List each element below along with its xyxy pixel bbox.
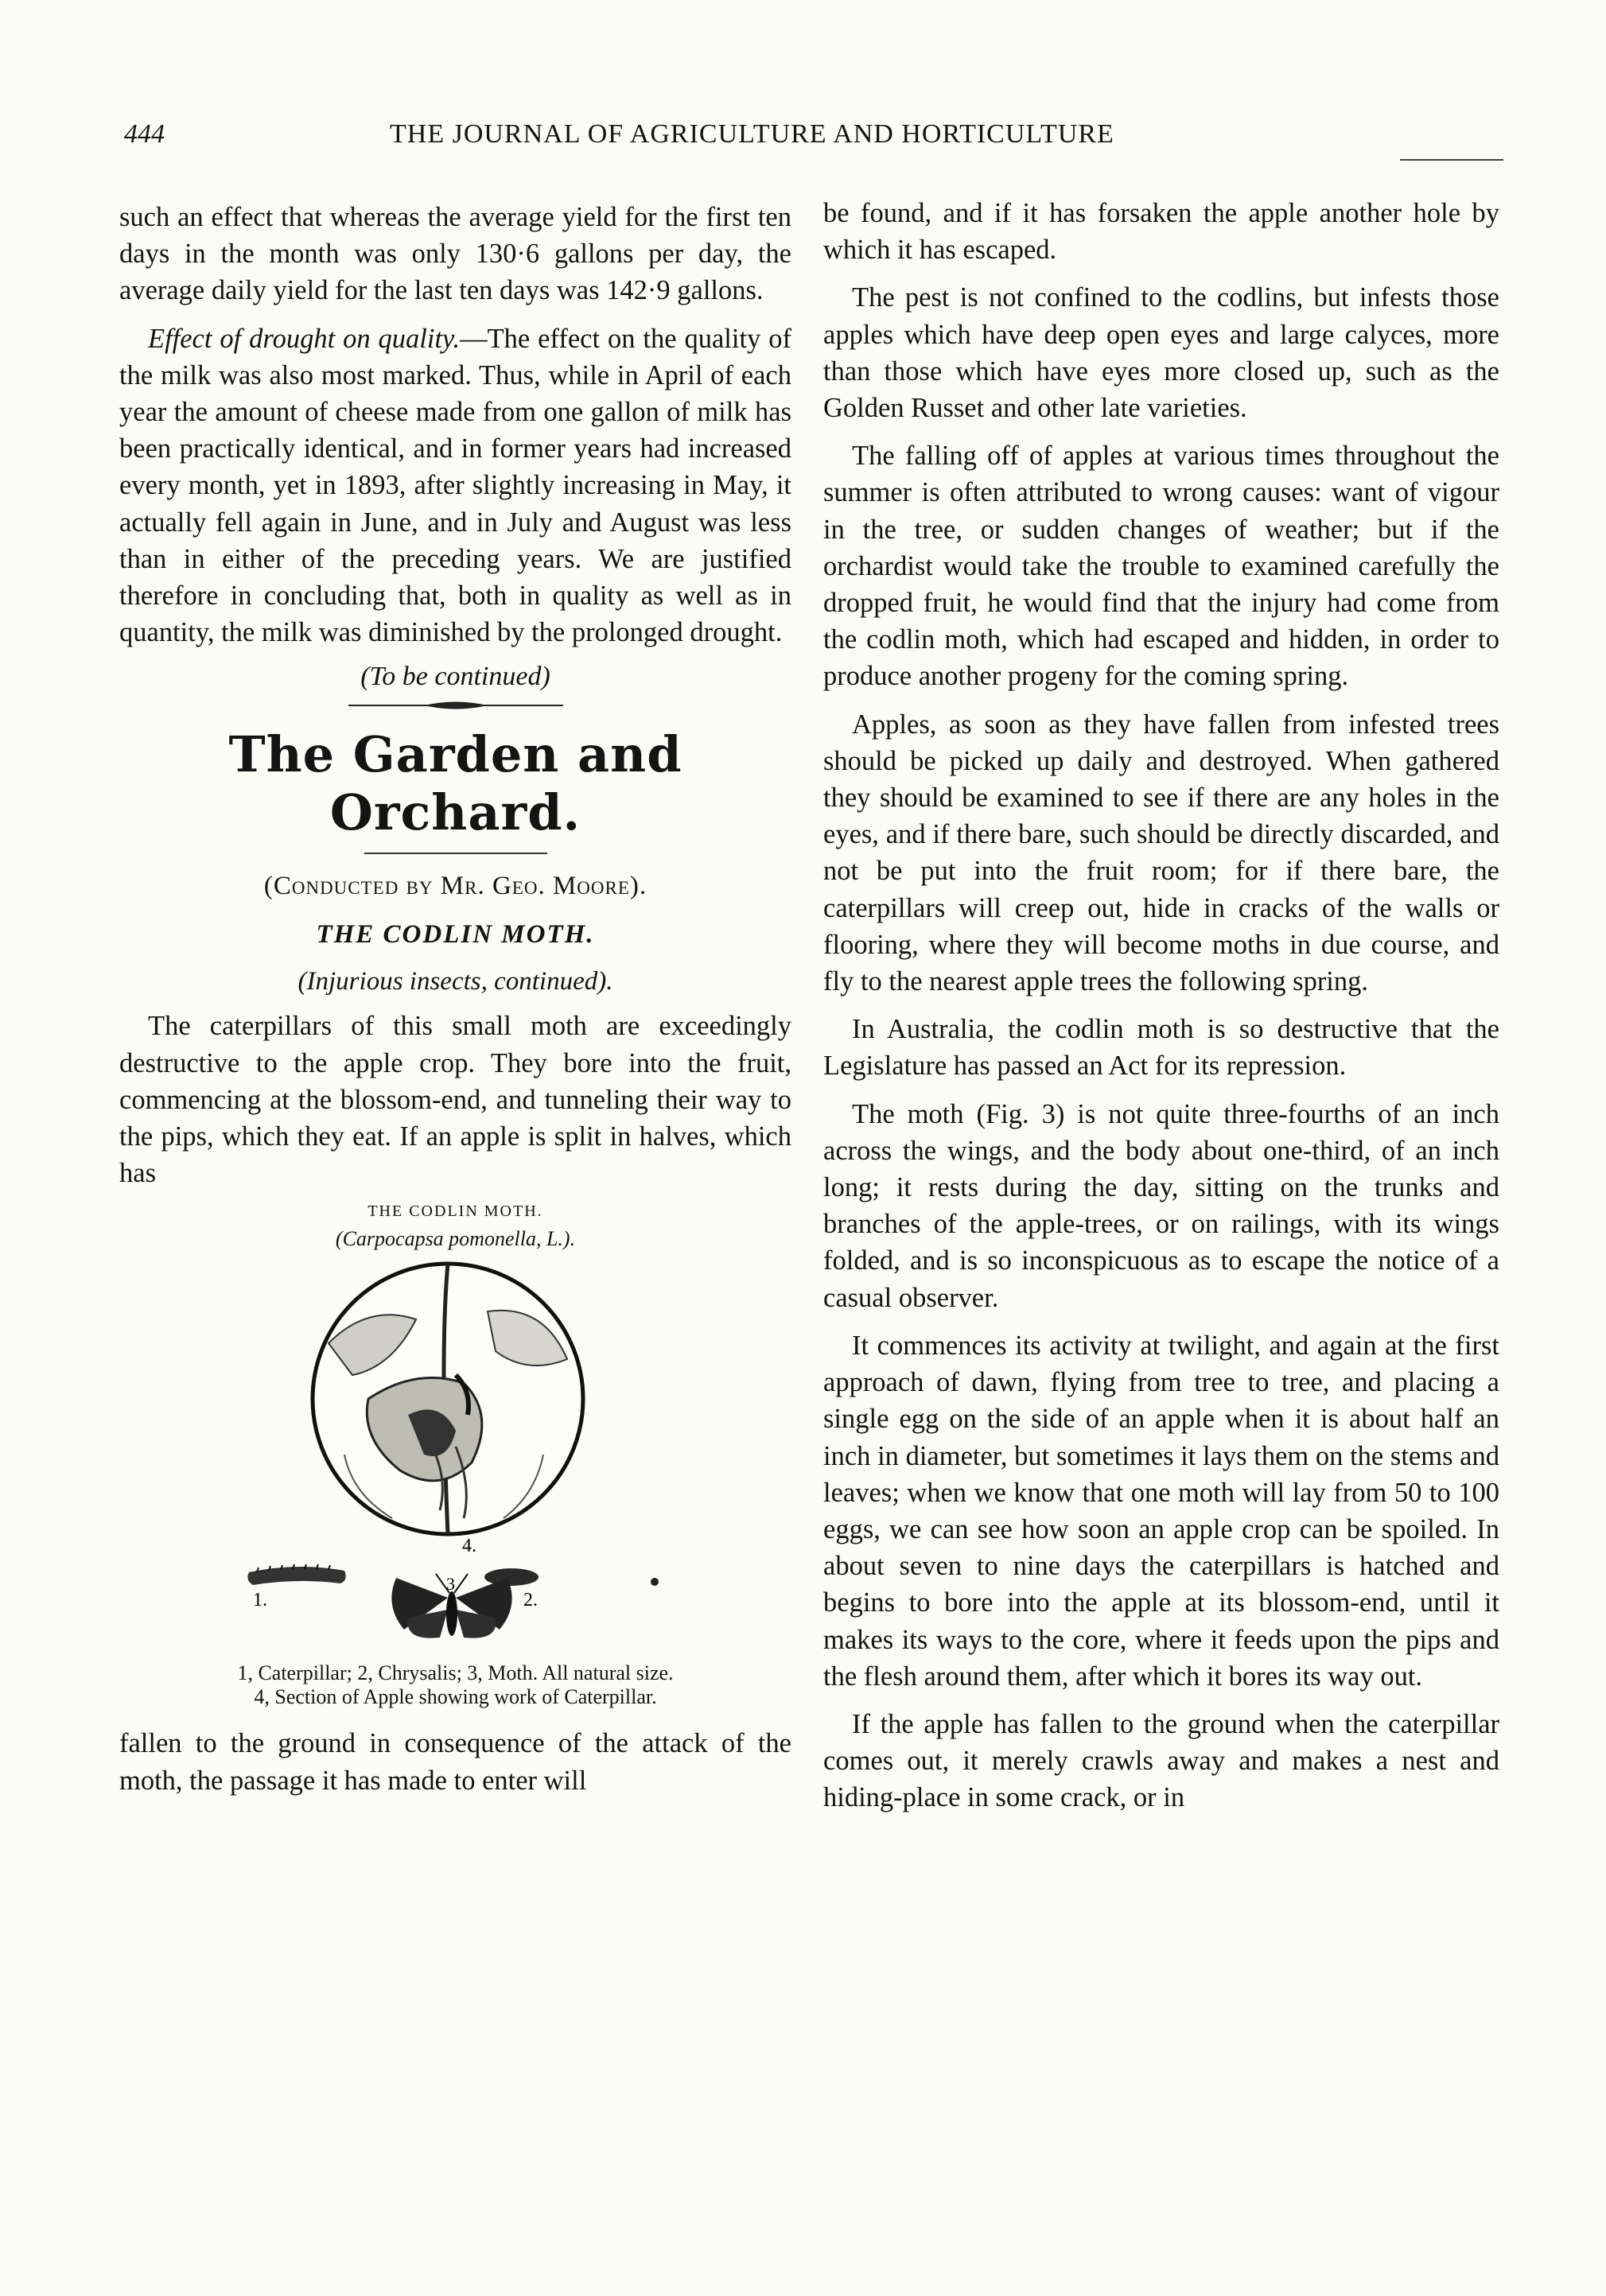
figure-legend-line-2: 4, Section of Apple showing work of Caterpillar. — [254, 1685, 657, 1709]
label-1: 1. — [252, 1590, 267, 1611]
drought-quality-heading: Effect of drought on quality. — [148, 323, 461, 354]
label-2: 2. — [523, 1590, 538, 1611]
print-dot — [651, 1578, 659, 1586]
figure-legend-line-1: 1, Caterpillar; 2, Chrysalis; 3, Moth. All natural size. — [237, 1661, 674, 1685]
section-title: The Garden and Orchard. — [228, 725, 682, 842]
left-paragraph-1: such an effect that whereas the average yield for the first ten days in the month was only 130·6 gallons per day, the average daily yield for the last ten days was 142·9 gallons. — [119, 202, 791, 306]
left-paragraph-3: The caterpillars of this small moth are exceedingly destructive to the apple crop. They bore into the fruit, commencing at the blossom-end, and tunneling their way to the pips, which they eat. If an apple is split in halves, which has — [119, 1011, 791, 1189]
label-4: 4. — [461, 1536, 476, 1557]
apple-section-illustration — [313, 1264, 583, 1534]
right-paragraph-1: be found, and if it has forsaken the apple another hole by which it has escaped. — [823, 198, 1499, 266]
codlin-moth-figure — [209, 1256, 702, 1653]
page-number: 444 — [124, 119, 165, 149]
figure-species: (Carpocapsa pomonella, L.). — [335, 1227, 576, 1251]
chrysalis-illustration — [484, 1568, 539, 1586]
ornament-divider — [348, 700, 563, 711]
header-rule — [1400, 159, 1503, 161]
right-paragraph-8: If the apple has fallen to the ground when the caterpillar comes out, it merely crawls away and makes a nest and hiding-place in some crack, or in — [823, 1708, 1499, 1813]
label-3: 3 — [445, 1574, 455, 1595]
right-column — [823, 195, 1499, 1828]
figure-title: THE CODLIN MOTH. — [367, 1202, 543, 1221]
to-be-continued: (To be continued) — [360, 662, 550, 692]
drought-quality-text: —The effect on the quality of the milk was also most marked. Thus, while in April of each year the amount of cheese made from one gallon of milk has been practically identical, and in former years had increased every month, yet in 1893, after slightly increasing in May, it actually fell again in June, and in July and August was less than in either of the preceding years. We are justified therefore in concluding that, both in quality as well as in quantity, the milk was diminished by the prolonged drought. — [119, 323, 791, 648]
right-paragraph-5: In Australia, the codlin moth is so destructive that the Legislature has passed an Act for its repression. — [823, 1014, 1499, 1082]
page-header — [119, 119, 1495, 159]
left-column — [119, 199, 791, 1810]
right-paragraph-2: The pest is not confined to the codlins, but infests those apples which have deep open eyes and large calyces, more than those which have eyes more closed up, such as the Golden Russet and other late varieties. — [823, 282, 1499, 424]
left-paragraph-4: fallen to the ground in consequence of the attack of the moth, the passage it has made to enter will — [119, 1728, 791, 1796]
right-paragraph-6: The moth (Fig. 3) is not quite three-fourths of an inch across the wings, and the body about one-third, of an inch long; it rests during the day, sitting on the trunks and branches of the apple-trees, or on railings, with its wings folded, and is so inconspicuous as to escape the notice of a casual observer. — [823, 1098, 1499, 1313]
conducted-by: (Conducted by Mr. Geo. Moore). — [263, 872, 647, 901]
section-rule — [364, 853, 547, 854]
journal-title: THE JOURNAL OF AGRICULTURE AND HORTICULTURE — [390, 119, 1114, 149]
article-subtitle: (Injurious insects, continued). — [297, 967, 613, 996]
article-title: THE CODLIN MOTH. — [316, 920, 595, 950]
caterpillar-illustration — [247, 1564, 345, 1585]
right-paragraph-3: The falling off of apples at various times throughout the summer is often attributed to wrong causes: want of vigour in the tree, or sudden changes of weather; but if the orchardist would take the trouble to examined carefully the dropped fruit, he would find that the injury had come from the codlin moth, which had escaped and hidden, in order to produce another progeny for the coming spring. — [823, 441, 1499, 692]
left-paragraph-2 — [119, 321, 791, 651]
figure-legend — [119, 1661, 791, 1709]
right-paragraph-7: It commences its activity at twilight, and again at the first approach of dawn, flying from tree to tree, and placing a single egg on the side of an apple when it is about half an inch in diameter, but sometimes it lays them on the stems and leaves; when we know that one moth will lay from 50 to 100 eggs, we can see how soon an apple crop can be spoiled. In about seven to nine days the caterpillars is hatched and begins to bore into the apple at its blossom-end, until it makes its ways to the core, where it feeds upon the pips and the flesh around them, after which it bores its way out. — [823, 1330, 1499, 1692]
right-paragraph-4: Apples, as soon as they have fallen from infested trees should be picked up daily and destroyed. When gathered they should be examined to see if there are any holes in the eyes, and if there bare, such should be directly discarded, and not be put into the fruit room; for if there bare, the caterpillars will creep out, hide in cracks of the walls or flooring, where they will become moths in due course, and fly to the nearest apple trees the following spring. — [823, 709, 1499, 997]
